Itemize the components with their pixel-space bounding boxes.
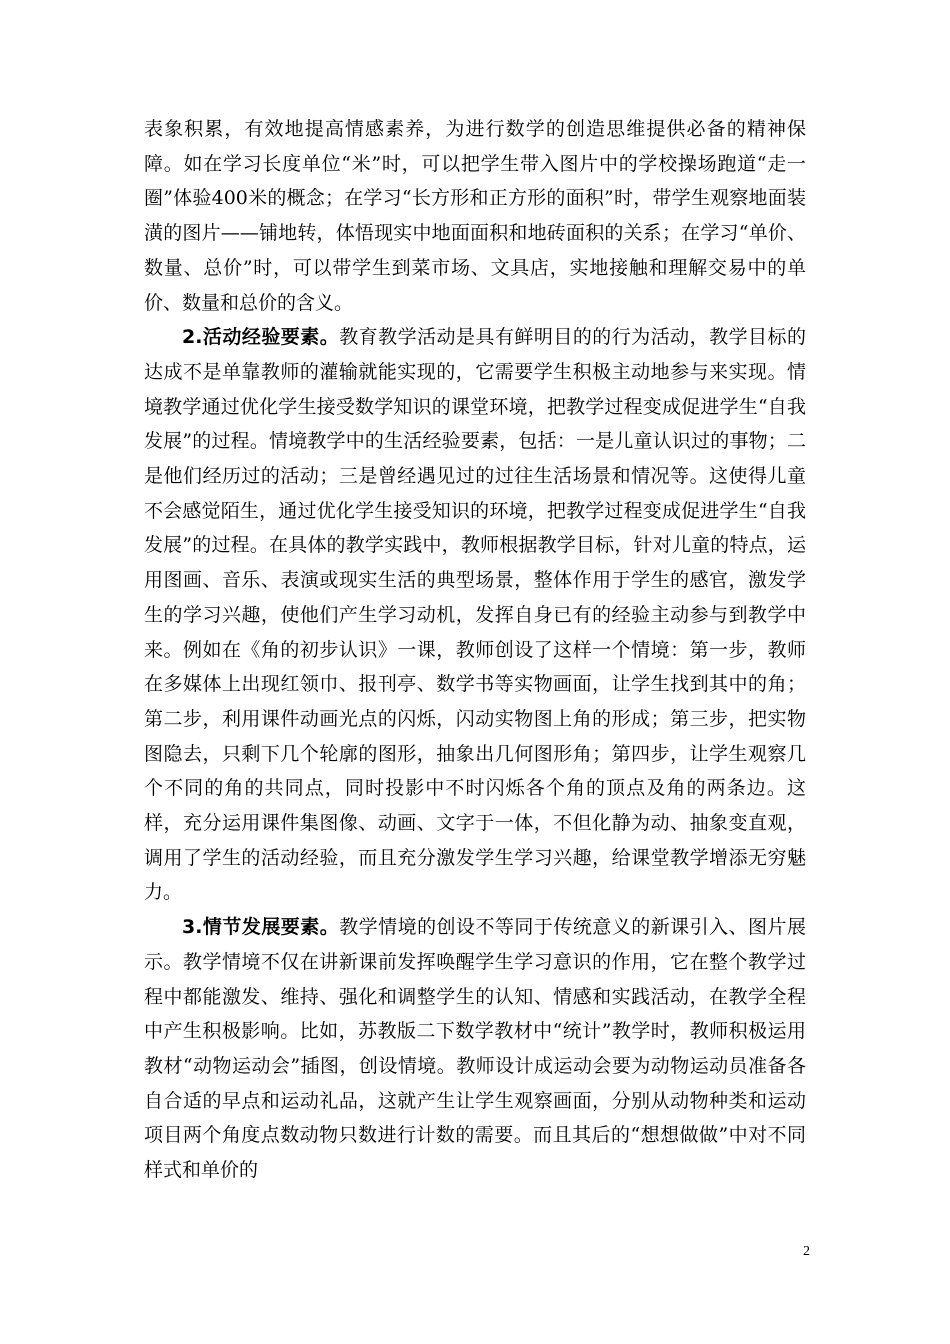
paragraph-1-text: 表象积累，有效地提高情感素养，为进行数学的创造思维提供必备的精神保障。如在学习长度单位“米”时，可以把学生带入图片中的学校操场跑道“走一圈”体验400米的概念；在学习“长方形和正方形的面积”时，带学生观察地面装潢的图片——铺地转，体悟现实中地面面积和地砖面积的关系；在学习“单价、数量、总价”时，可以带学生到菜市场、文具店，实地接触和理解交易中的单价、数量和总价的含义。 <box>144 118 806 314</box>
paragraph-2 <box>144 320 806 910</box>
page-number: 2 <box>803 1244 810 1259</box>
paragraph-2-heading: 2.活动经验要素。 <box>182 326 340 349</box>
paragraph-3-text: 教学情境的创设不等同于传统意义的新课引入、图片展示。教学情境不仅在讲新课前发挥唤醒学生学习意识的作用，它在整个教学过程中都能激发、维持、强化和调整学生的认知、情感和实践活动，在教学全程中产生积极影响。比如，苏教版二下数学教材中“统计”教学时，教师积极运用教材“动物运动会”插图，创设情境。教师设计成运动会要为动物运动员准备各自合适的早点和运动礼品，这就产生让学生观察画面，分别从动物种类和运动项目两个角度点数动物只数进行计数的需要。而且其后的“想想做做”中对不同样式和单价的 <box>144 916 806 1182</box>
paragraph-1 <box>144 112 806 320</box>
paragraph-2-text: 教育教学活动是具有鲜明目的的行为活动，教学目标的达成不是单靠教师的灌输就能实现的，它需要学生积极主动地参与来实现。情境教学通过优化学生接受数学知识的课堂环境，把教学过程变成促进学生“自我发展”的过程。情境教学中的生活经验要素，包括：一是儿童认识过的事物；二是他们经历过的活动；三是曾经遇见过的过往生活场景和情况等。这使得儿童不会感觉陌生，通过优化学生接受知识的环境，把教学过程变成促进学生“自我发展”的过程。在具体的教学实践中，教师根据教学目标，针对儿童的特点，运用图画、音乐、表演或现实生活的典型场景，整体作用于学生的感官，激发学生的学习兴趣，使他们产生学习动机，发挥自身已有的经验主动参与到教学中来。例如在《角的初步认识》一课，教师创设了这样一个情境：第一步，教师在多媒体上出现红领巾、报刊亭、数学书等实物画面，让学生找到其中的角；第二步，利用课件动画光点的闪烁，闪动实物图上角的形成；第三步，把实物图隐去，只剩下几个轮廓的图形，抽象出几何图形角；第四步，让学生观察几个不同的角的共同点，同时投影中不时闪烁各个角的顶点及角的两条边。这样，充分运用课件集图像、动画、文字于一体，不但化静为动、抽象变直观，调用了学生的活动经验，而且充分激发学生学习兴趣，给课堂教学增添无穷魅力。 <box>144 326 806 904</box>
paragraph-3 <box>144 910 806 1188</box>
paragraph-3-heading: 3.情节发展要素。 <box>182 916 340 939</box>
body-text <box>144 112 806 1188</box>
